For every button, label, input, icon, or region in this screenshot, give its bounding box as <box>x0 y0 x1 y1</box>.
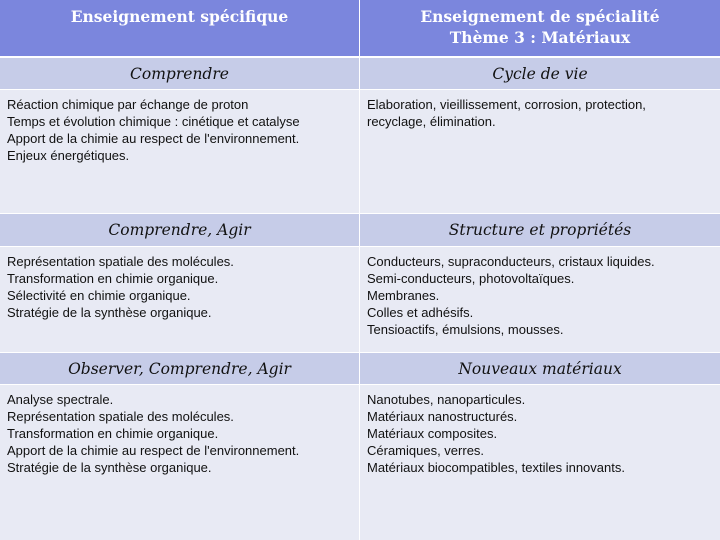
header-right-line: Thème 3 : Matériaux <box>449 28 631 47</box>
body-line: Apport de la chimie au respect de l'environnement. <box>7 131 300 146</box>
body-line: Elaboration, vieillissement, corrosion, protection, <box>367 97 646 112</box>
body-line: Nanotubes, nanoparticules. <box>367 392 526 407</box>
body-line: Tensioactifs, émulsions, mousses. <box>367 322 564 337</box>
body-line: Temps et évolution chimique : cinétique et catalyse <box>7 114 300 129</box>
body-line: Matériaux biocompatibles, textiles innovants. <box>367 460 625 475</box>
body-cell-right <box>360 90 720 214</box>
body-line: recyclage, élimination. <box>367 114 496 129</box>
body-cell-left <box>0 247 360 353</box>
theme-title-left: Comprendre, Agir <box>0 214 360 247</box>
body-line: Stratégie de la synthèse organique. <box>7 305 212 320</box>
theme-title-left: Observer, Comprendre, Agir <box>0 353 360 385</box>
body-line: Apport de la chimie au respect de l'environnement. <box>7 443 300 458</box>
theme-title-right: Nouveaux matériaux <box>360 353 720 385</box>
body-line: Semi-conducteurs, photovoltaïques. <box>367 271 575 286</box>
body-line: Céramiques, verres. <box>367 443 485 458</box>
body-line: Matériaux nanostructurés. <box>367 409 518 424</box>
header-left-line: Enseignement spécifique <box>70 7 289 26</box>
body-line: Colles et adhésifs. <box>367 305 474 320</box>
body-line: Représentation spatiale des molécules. <box>7 409 234 424</box>
body-line: Réaction chimique par échange de proton <box>7 97 249 112</box>
body-line: Sélectivité en chimie organique. <box>7 288 191 303</box>
body-line: Transformation en chimie organique. <box>7 426 219 441</box>
header-left <box>0 0 360 58</box>
header-right-line: Enseignement de spécialité <box>420 7 660 26</box>
body-line: Transformation en chimie organique. <box>7 271 219 286</box>
body-cell-left <box>0 90 360 214</box>
body-cell-left <box>0 385 360 540</box>
body-line: Enjeux énergétiques. <box>7 148 130 163</box>
body-line: Représentation spatiale des molécules. <box>7 254 234 269</box>
theme-title-left: Comprendre <box>0 58 360 90</box>
body-line: Analyse spectrale. <box>7 392 114 407</box>
body-cell-right <box>360 385 720 540</box>
body-line: Conducteurs, supraconducteurs, cristaux liquides. <box>367 254 655 269</box>
body-line: Stratégie de la synthèse organique. <box>7 460 212 475</box>
body-line: Matériaux composites. <box>367 426 498 441</box>
theme-title-right: Cycle de vie <box>360 58 720 90</box>
body-line: Membranes. <box>367 288 440 303</box>
theme-title-right: Structure et propriétés <box>360 214 720 247</box>
body-cell-right <box>360 247 720 353</box>
header-right <box>360 0 720 58</box>
